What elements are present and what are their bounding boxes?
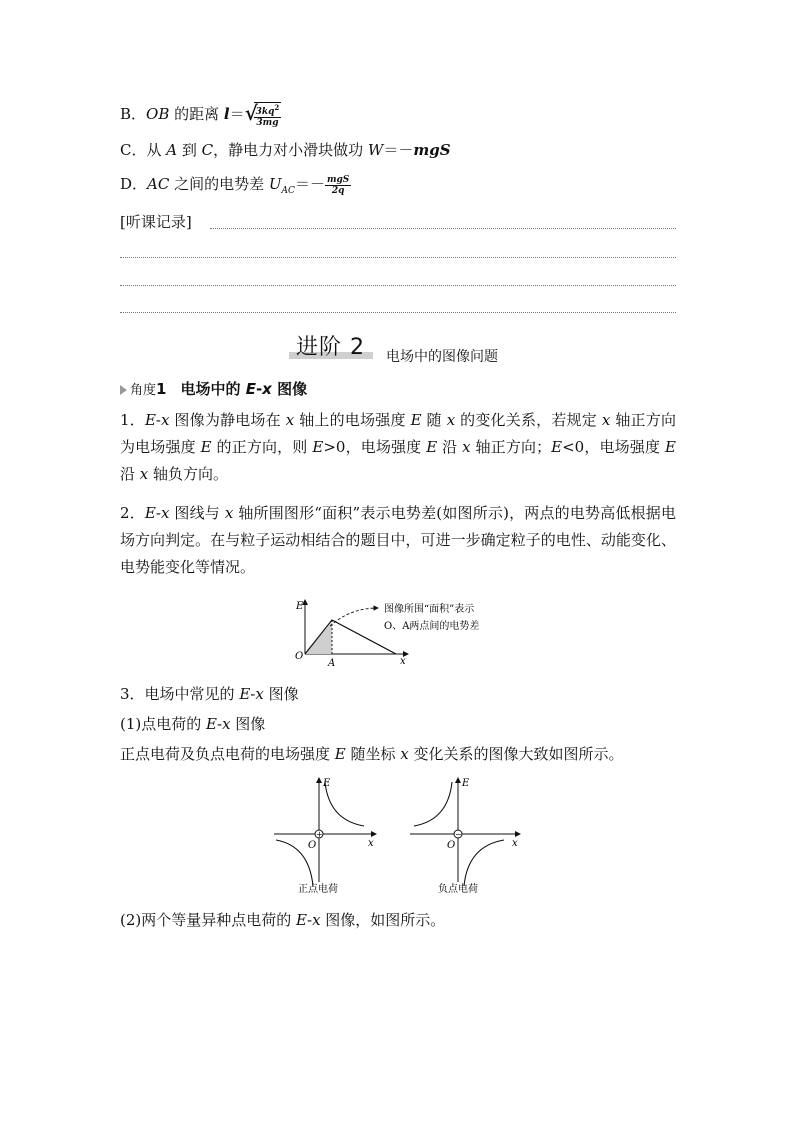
paragraph-3: 3．电场中常见的 E-x 图像 <box>120 685 299 703</box>
annotation-text-2: O、A两点间的电势差 <box>384 621 480 632</box>
origin-label: O <box>295 651 304 662</box>
option-c: C．从 A 到 C，静电力对小滑块做功 W＝－mgS <box>120 141 451 159</box>
svg-text:+: + <box>316 830 323 839</box>
paragraph-1: 1．E-x 图像为静电场在 x 轴上的电场强度 E 随 x 的变化关系，若规定 x 轴正方向为电场强度 E 的正方向，则 E>0，电场强度 E 沿 x 轴正方向；E<0，电场强度 E 沿 x 轴负方向。 <box>120 411 676 483</box>
note-line <box>210 228 676 229</box>
svg-text:x: x <box>368 838 374 849</box>
figure-area-diagram <box>288 596 510 672</box>
note-line <box>120 285 676 286</box>
field-curve-left <box>414 782 452 826</box>
paragraph-5: 正点电荷及负点电荷的电场强度 E 随坐标 x 变化关系的图像大致如图所示。 <box>120 745 624 763</box>
section-subtitle: 电场中的图像问题 <box>386 349 498 365</box>
svg-text:E: E <box>323 778 331 789</box>
field-curve-right <box>464 840 504 886</box>
axis-label-x: x <box>400 656 406 667</box>
annotation-text-1: 图像所围“面积”表示 <box>384 604 475 615</box>
option-d: D．AC 之间的电势差 $U_{AC}=-$ $\frac{\text{mgS}}{2q}$ <box>120 174 350 196</box>
svg-text:x: x <box>512 838 518 849</box>
angle-heading: 角度1 电场中的 E-x 图像 <box>120 378 307 399</box>
svg-text:O: O <box>447 840 456 851</box>
positive-charge-plot <box>274 778 376 895</box>
note-line <box>120 257 676 258</box>
field-curve-right <box>325 782 364 826</box>
paragraph-6: (2)两个等量异种点电荷的 E-x 图像，如图所示。 <box>120 911 446 929</box>
radical-expression: √ $\frac{3kq^2}{3mg}$ <box>244 101 280 128</box>
svg-text:−: − <box>455 830 462 839</box>
notes-label: [听课记录] <box>120 213 192 231</box>
caption-negative: 负点电荷 <box>438 884 478 895</box>
svg-text:E: E <box>462 778 470 789</box>
svg-text:O: O <box>308 840 317 851</box>
axis-label-e: E <box>296 601 304 612</box>
paragraph-4: (1)点电荷的 E-x 图像 <box>120 715 266 733</box>
negative-charge-plot <box>410 778 520 895</box>
option-b: B．OB 的距离 l＝ √ $\frac{3kq^2}{3mg}$ <box>120 101 280 128</box>
note-line <box>120 312 676 313</box>
figure-point-charges <box>268 774 530 898</box>
paragraph-2: 2．E-x 图线与 x 轴所围图形“面积”表示电势差(如图所示)，两点的电势高低根据电场方向判定。在与粒子运动相结合的题目中，可进一步确定粒子的电性、动能变化、电势能变化等情况。 <box>120 504 676 576</box>
caption-positive: 正点电荷 <box>298 884 338 895</box>
point-a-label: A <box>328 658 336 669</box>
fraction: $\frac{\text{mgS}}{2q}$ <box>326 174 350 196</box>
section-title: 进阶 2 <box>296 335 365 360</box>
triangle-marker-icon <box>120 385 127 395</box>
